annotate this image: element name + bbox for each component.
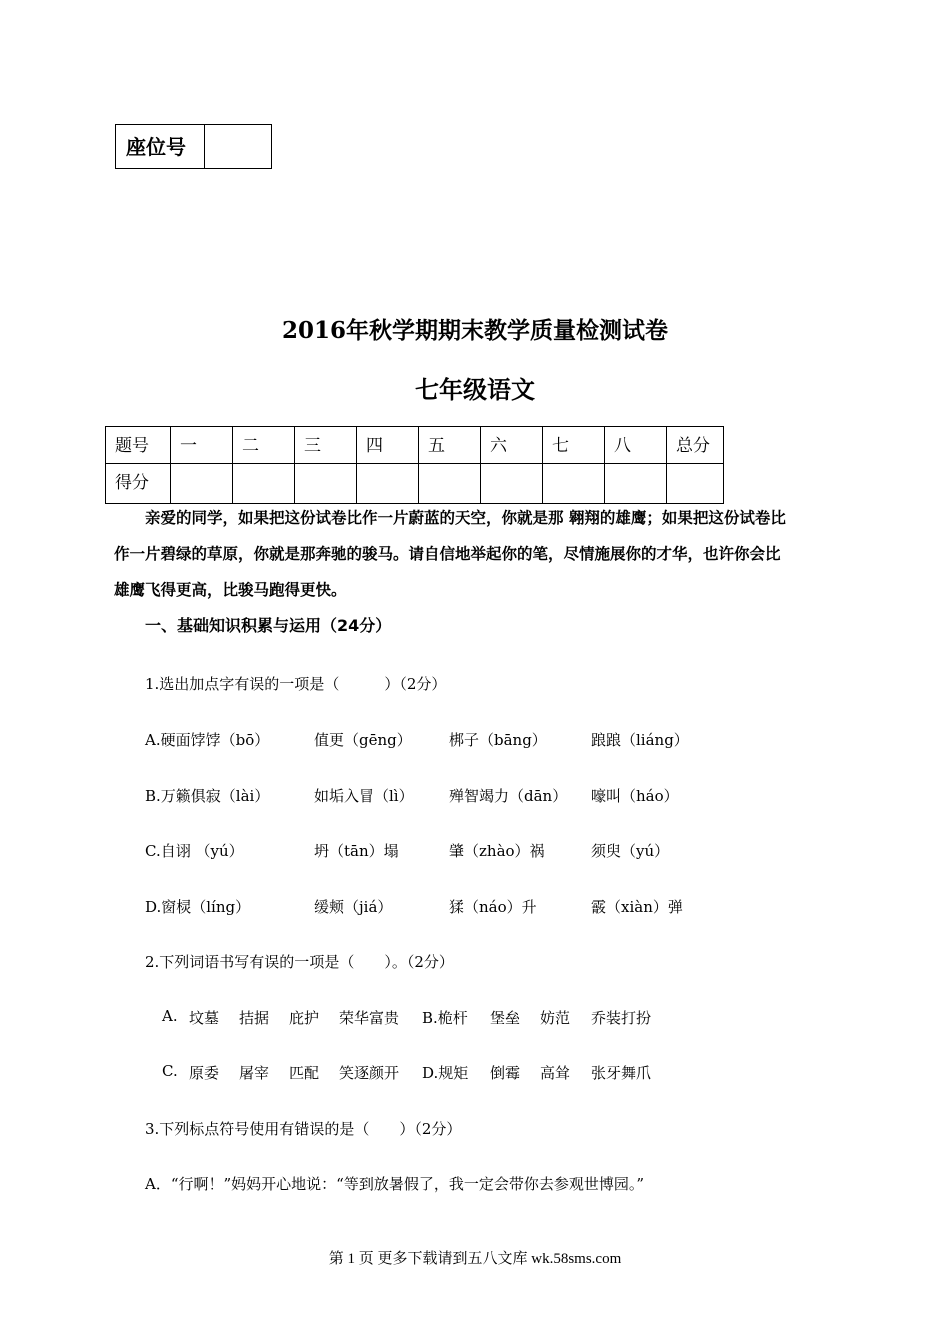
score-header-cell: 四 (357, 427, 419, 464)
score-cell[interactable] (233, 464, 295, 504)
q1-option: 霰（xiàn）弹 (591, 898, 683, 916)
q2-option: B.桅杆 (422, 1009, 468, 1027)
section-heading: 一、基础知识积累与运用（24分） (145, 616, 392, 635)
seat-number-box (115, 124, 272, 169)
q1-option: 如垢入冒（lì） (314, 787, 414, 805)
q1-option: 殚智竭力（dān） (449, 787, 568, 805)
score-row-label: 得分 (106, 464, 171, 504)
score-table-score-row (106, 464, 724, 504)
score-header-cell: 五 (419, 427, 481, 464)
q1-option: 须臾（yú） (591, 842, 670, 860)
score-header-cell: 一 (171, 427, 233, 464)
q1-option: 坍（tān）塌 (314, 842, 399, 860)
q2-option: C. (162, 1062, 178, 1080)
q2-option: A. (162, 1007, 178, 1025)
q2-option: 倒霉 (490, 1064, 521, 1082)
q1-option: D.窗棂（líng） (145, 898, 251, 916)
score-table (105, 426, 724, 504)
score-header-cell: 三 (295, 427, 357, 464)
score-cell[interactable] (419, 464, 481, 504)
question-2-stem: 2.下列词语书写有误的一项是（ ）。（2分） (145, 953, 454, 971)
score-cell[interactable] (605, 464, 667, 504)
q2-option: 屠宰 (239, 1064, 270, 1082)
q2-option: 妨范 (540, 1009, 571, 1027)
q2-option: 乔装打扮 (591, 1009, 652, 1027)
q1-option: 踉踉（liáng） (591, 731, 689, 749)
q1-option: 嚎叫（háo） (591, 787, 679, 805)
intro-line: 作一片碧绿的草原，你就是那奔驰的骏马。请自信地举起你的笔，尽情施展你的才华，也许你会比 (114, 545, 781, 563)
q1-option: 肇（zhào）祸 (449, 842, 545, 860)
score-cell[interactable] (543, 464, 605, 504)
q2-option: 张牙舞爪 (591, 1064, 652, 1082)
score-cell[interactable] (295, 464, 357, 504)
intro-line: 雄鹰飞得更高，比骏马跑得更快。 (114, 581, 347, 599)
q1-option: 缓颊（jiá） (314, 898, 393, 916)
page-footer: 第 1 页 更多下载请到五八文库 wk.58sms.com (328, 1251, 622, 1267)
q1-option: 猱（náo）升 (449, 898, 537, 916)
question-1-stem: 1.选出加点字有误的一项是（ ）（2分） (145, 675, 447, 693)
score-header-cell: 总分 (667, 427, 724, 464)
exam-subtitle: 七年级语文 (415, 375, 535, 404)
q1-option: C.自诩 （yú） (145, 842, 244, 860)
score-header-cell: 二 (233, 427, 295, 464)
q2-option: 拮据 (239, 1009, 270, 1027)
q2-option: 荣华富贵 (339, 1009, 400, 1027)
exam-title: 2016年秋学期期末教学质量检测试卷 (281, 317, 668, 344)
score-cell[interactable] (481, 464, 543, 504)
score-header-cell: 七 (543, 427, 605, 464)
q2-option: 坟墓 (189, 1009, 220, 1027)
q2-option: 笑逐颜开 (339, 1064, 400, 1082)
q1-option: B.万籁俱寂（lài） (145, 787, 270, 805)
question-3-stem: 3.下列标点符号使用有错误的是（ ）（2分） (145, 1120, 462, 1138)
q2-option: 原委 (189, 1064, 220, 1082)
seat-number-label: 座位号 (116, 125, 205, 168)
intro-paragraph (114, 500, 844, 608)
q3-option: A．“行啊！”妈妈开心地说：“等到放暑假了，我一定会带你去参观世博园。” (145, 1175, 645, 1193)
q2-option: 堡垒 (490, 1009, 521, 1027)
score-table-header-row (106, 427, 724, 464)
intro-line: 亲爱的同学，如果把这份试卷比作一片蔚蓝的天空，你就是那 翱翔的雄鹰；如果把这份试卷比 (145, 509, 786, 527)
q1-option: 值更（gēng） (314, 731, 412, 749)
score-cell[interactable] (171, 464, 233, 504)
score-header-cell: 六 (481, 427, 543, 464)
score-header-cell: 题号 (106, 427, 171, 464)
q2-option: 庇护 (289, 1009, 320, 1027)
q2-option: 匹配 (289, 1064, 320, 1082)
q2-option: D.规矩 (422, 1064, 469, 1082)
q1-option: A.硬面饽饽（bō） (145, 731, 270, 749)
q2-option: 高耸 (540, 1064, 571, 1082)
score-header-cell: 八 (605, 427, 667, 464)
score-cell[interactable] (357, 464, 419, 504)
q1-option: 梆子（bāng） (449, 731, 547, 749)
score-cell[interactable] (667, 464, 724, 504)
